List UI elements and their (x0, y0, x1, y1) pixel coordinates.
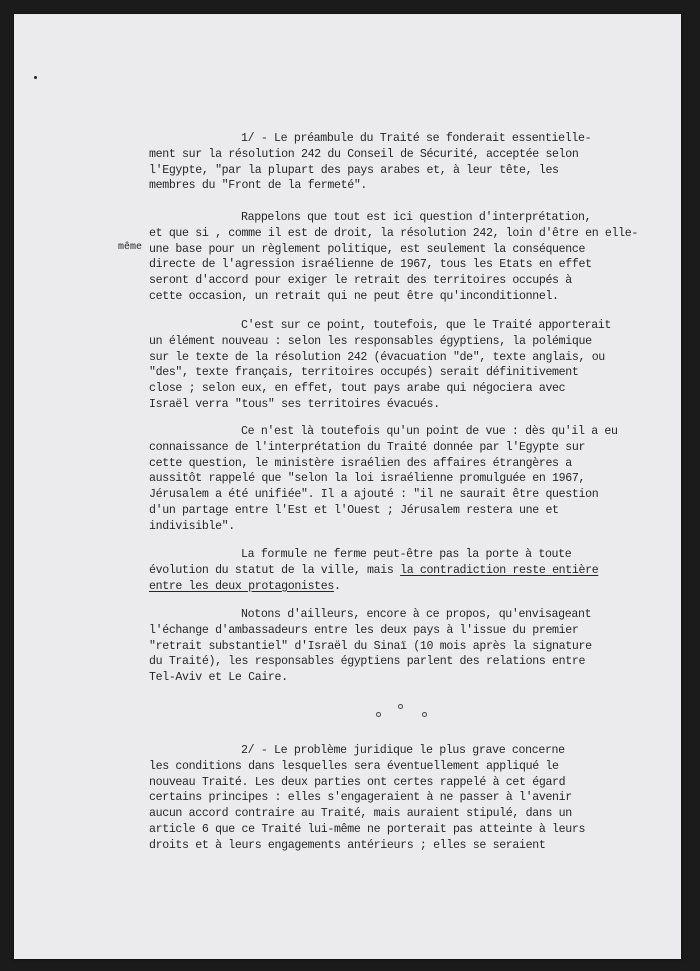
text-line: une base pour un règlement politique, est seulement la conséquence (149, 242, 586, 256)
text-line: droits et à leurs engagements antérieurs ; elles se seraient (149, 838, 546, 852)
text-line (149, 579, 629, 595)
text-line: Rappelons que tout est ici question d'interprétation, (241, 211, 592, 224)
text-line: C'est sur ce point, toutefois, que le Traité apporterait (241, 319, 612, 332)
text-line: sur le texte de la résolution 242 (évacuation "de", texte anglais, ou (149, 350, 605, 364)
text-line: indivisible". (149, 519, 235, 533)
text-line: directe de l'agression israélienne de 1967, tous les Etats en effet (149, 258, 592, 272)
text-line: Notons d'ailleurs, encore à ce propos, qu'envisageant (241, 608, 592, 621)
paragraph-5 (149, 547, 629, 594)
text-line: ment sur la résolution 242 du Conseil de Sécurité, acceptée selon (149, 147, 579, 161)
text-line: 1/ - Le préambule du Traité se fonderait essentielle- (241, 132, 592, 145)
underlined-text: la contradiction reste entière (400, 563, 599, 577)
paragraph-2 (149, 210, 638, 305)
section-separator (376, 704, 436, 724)
text-segment: . (334, 579, 341, 593)
text-line: du Traité), les responsables égyptiens parlent des relations entre (149, 655, 586, 669)
separator-dot (376, 712, 381, 717)
text-line: et que si , comme il est de droit, la résolution 242, loin d'être en elle- (149, 226, 638, 240)
paragraph-6 (149, 607, 629, 686)
text-line: seront d'accord pour exiger le retrait des territoires occupés à (149, 274, 572, 288)
text-line: certains principes : elles s'engageraient à ne passer à l'avenir (149, 791, 572, 805)
text-line: cette question, le ministère israélien des affaires étrangères a (149, 456, 572, 470)
text-line: d'un partage entre l'Est et l'Ouest ; Jérusalem restera une et (149, 503, 559, 517)
separator-dot (398, 704, 403, 709)
text-line: Jérusalem a été unifiée". Il a ajouté : "il ne saurait être question (149, 488, 599, 502)
text-line: "des", texte français, territoires occupés) serait définitivement (149, 366, 579, 380)
text-line: La formule ne ferme peut-être pas la porte à toute (241, 548, 572, 561)
text-line: membres du "Front de la fermeté". (149, 179, 368, 193)
text-line: aussitôt rappelé que "selon la loi israélienne promulguée en 1967, (149, 472, 586, 486)
margin-dot (34, 76, 37, 79)
text-line: "retrait substantiel" d'Israël du Sinaï (10 mois après la signature (149, 639, 592, 653)
paragraph-1 (149, 131, 629, 194)
text-line: Israël verra "tous" ses territoires évacués. (149, 397, 440, 411)
text-line: article 6 que ce Traité lui-même ne porterait pas atteinte à leurs (149, 822, 586, 836)
paragraph-3 (149, 318, 629, 413)
paragraph-4 (149, 424, 629, 535)
text-line: l'échange d'ambassadeurs entre les deux pays à l'issue du premier (149, 623, 579, 637)
text-line: Tel-Aviv et Le Caire. (149, 671, 288, 685)
paragraph-7 (149, 743, 629, 854)
text-line: un élément nouveau : selon les responsables égyptiens, la polémique (149, 334, 592, 348)
text-line: Ce n'est là toutefois qu'un point de vue : dès qu'il a eu (241, 425, 618, 438)
separator-dot (422, 712, 427, 717)
text-line: l'Egypte, "par la plupart des pays arabes et, à leur tête, les (149, 163, 559, 177)
text-line (149, 563, 629, 579)
text-line: 2/ - Le problème juridique le plus grave concerne (241, 744, 565, 757)
underlined-text: entre les deux protagonistes (149, 579, 335, 593)
text-line: nouveau Traité. Les deux parties ont certes rappelé à cet égard (149, 775, 566, 789)
margin-note: même (118, 242, 143, 253)
text-line: cette occasion, un retrait qui ne peut être qu'inconditionnel. (149, 289, 559, 303)
text-line: les conditions dans lesquelles sera éventuellement appliqué le (149, 759, 559, 773)
text-segment: évolution du statut de la ville, mais (149, 563, 401, 577)
text-line: connaissance de l'interprétation du Traité donnée par l'Egypte sur (149, 440, 586, 454)
text-line: close ; selon eux, en effet, tout pays arabe qui négociera avec (149, 382, 566, 396)
text-line: aucun accord contraire au Traité, mais auraient stipulé, dans un (149, 807, 572, 821)
